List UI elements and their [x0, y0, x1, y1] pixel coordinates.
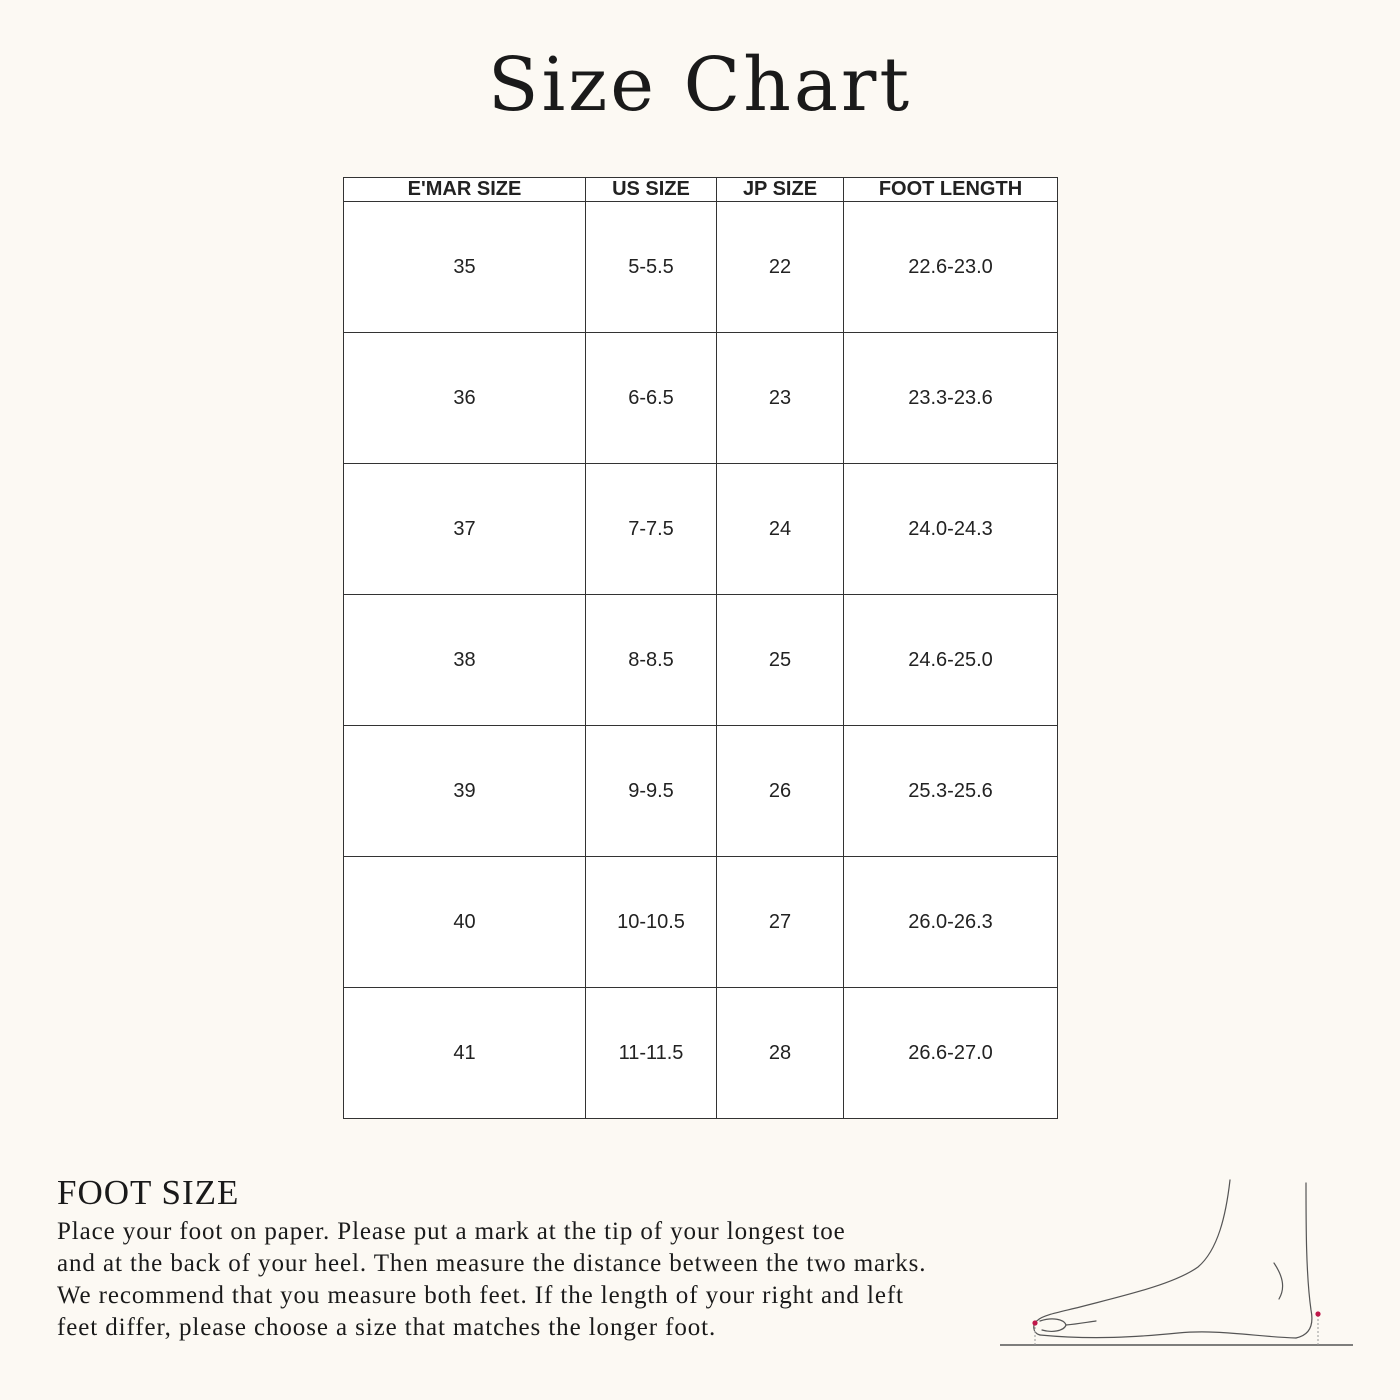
table-row: [344, 333, 1058, 464]
size-chart-table: [343, 177, 1058, 1119]
cell-foot-length: 24.0-24.3: [844, 464, 1058, 595]
table-row: [344, 726, 1058, 857]
foot-size-section: [57, 1172, 1057, 1344]
cell-foot-length: 24.6-25.0: [844, 595, 1058, 726]
cell-jp-size: 24: [717, 464, 844, 595]
table-row: [344, 202, 1058, 333]
table-header-row: [344, 178, 1058, 202]
cell-us-size: 5-5.5: [586, 202, 717, 333]
instruction-line: and at the back of your heel. Then measure the distance between the two marks.: [57, 1250, 927, 1277]
cell-foot-length: 25.3-25.6: [844, 726, 1058, 857]
foot-measurement-icon: [998, 1175, 1358, 1355]
cell-emar-size: 38: [344, 595, 586, 726]
cell-jp-size: 22: [717, 202, 844, 333]
cell-foot-length: 23.3-23.6: [844, 333, 1058, 464]
header-us-size: US SIZE: [586, 178, 717, 202]
cell-us-size: 11-11.5: [586, 988, 717, 1119]
table-row: [344, 988, 1058, 1119]
cell-foot-length: 26.6-27.0: [844, 988, 1058, 1119]
cell-jp-size: 26: [717, 726, 844, 857]
cell-us-size: 9-9.5: [586, 726, 717, 857]
table-row: [344, 464, 1058, 595]
header-jp-size: JP SIZE: [717, 178, 844, 202]
cell-us-size: 7-7.5: [586, 464, 717, 595]
header-foot-length: FOOT LENGTH: [844, 178, 1058, 202]
cell-emar-size: 35: [344, 202, 586, 333]
cell-emar-size: 37: [344, 464, 586, 595]
cell-jp-size: 25: [717, 595, 844, 726]
cell-us-size: 6-6.5: [586, 333, 717, 464]
instruction-line: Place your foot on paper. Please put a mark at the tip of your longest toe: [57, 1218, 846, 1245]
cell-emar-size: 40: [344, 857, 586, 988]
foot-size-instructions: [57, 1216, 1057, 1344]
cell-jp-size: 27: [717, 857, 844, 988]
cell-us-size: 10-10.5: [586, 857, 717, 988]
table-row: [344, 595, 1058, 726]
instruction-line: We recommend that you measure both feet. If the length of your right and left: [57, 1282, 904, 1309]
cell-emar-size: 41: [344, 988, 586, 1119]
cell-jp-size: 28: [717, 988, 844, 1119]
header-emar-size: E'MAR SIZE: [344, 178, 586, 202]
table-row: [344, 857, 1058, 988]
cell-foot-length: 26.0-26.3: [844, 857, 1058, 988]
cell-emar-size: 39: [344, 726, 586, 857]
cell-foot-length: 22.6-23.0: [844, 202, 1058, 333]
instruction-line: feet differ, please choose a size that matches the longer foot.: [57, 1314, 717, 1341]
page-title: Size Chart: [487, 42, 913, 128]
foot-size-heading: FOOT SIZE: [57, 1173, 240, 1212]
cell-us-size: 8-8.5: [586, 595, 717, 726]
cell-emar-size: 36: [344, 333, 586, 464]
cell-jp-size: 23: [717, 333, 844, 464]
